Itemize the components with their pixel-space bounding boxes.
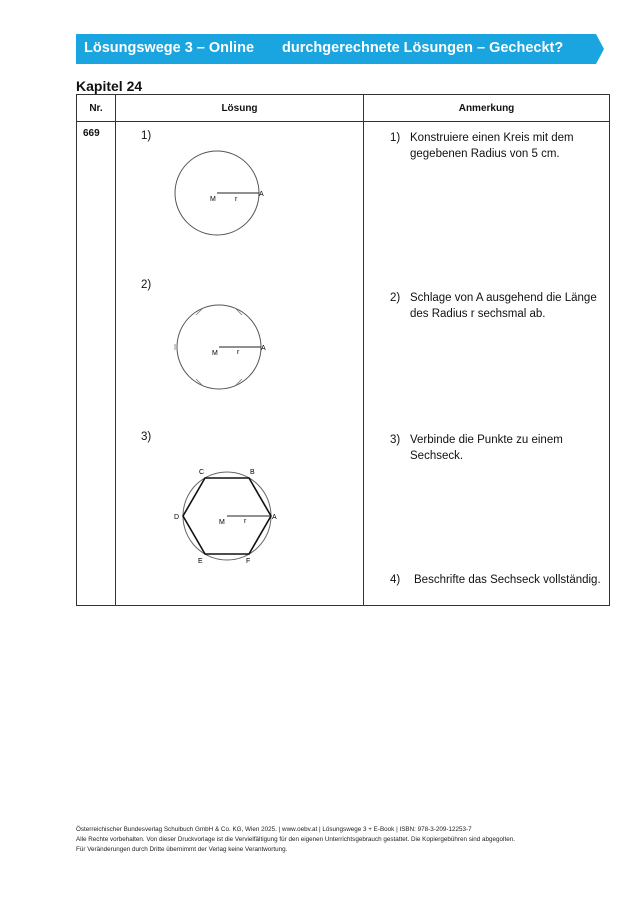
- remark-4-text: Beschrifte das Sechseck vollständig.: [414, 574, 601, 586]
- remark-2-number: 2): [390, 292, 401, 304]
- header-banner: [76, 34, 604, 64]
- remark-1-number: 1): [390, 132, 401, 144]
- remarks-cell: [364, 122, 610, 606]
- remark-3-number: 3): [390, 434, 401, 446]
- solution-cell: [116, 122, 364, 606]
- label-f: F: [246, 558, 251, 565]
- table-header-row: [77, 95, 610, 122]
- page-footer: [76, 825, 515, 855]
- step-1-circle-figure: [172, 148, 272, 238]
- column-header-loesung: Lösung: [116, 95, 364, 122]
- step-2-label: 2): [141, 279, 152, 291]
- table-row: [77, 122, 610, 606]
- solution-table: [76, 94, 610, 606]
- label-a: A: [272, 514, 277, 521]
- label-a: A: [261, 345, 266, 352]
- column-header-anmerkung: Anmerkung: [364, 95, 610, 122]
- footer-line-3: Für Veränderungen durch Dritte übernimmt der Verlag keine Verantwortung.: [76, 846, 288, 853]
- exercise-number: 669: [77, 122, 116, 606]
- chapter-title: Kapitel 24: [76, 78, 143, 94]
- label-d: D: [174, 514, 180, 521]
- label-a: A: [259, 191, 264, 198]
- label-m: M: [210, 196, 216, 203]
- label-r: r: [235, 196, 238, 203]
- step-3-label: 3): [141, 431, 152, 443]
- label-e: E: [198, 558, 203, 565]
- step-3-hexagon-figure: [172, 462, 282, 572]
- remark-3-text: Verbinde die Punkte zu einem Sechseck.: [410, 434, 563, 462]
- remark-4-number: 4): [390, 574, 401, 586]
- header-subtitle: durchgerechnete Lösungen – Gecheckt?: [282, 40, 564, 56]
- step-2-circle-figure: [174, 302, 274, 392]
- remark-1-text: Konstruiere einen Kreis mit dem gegebenen Radius von 5 cm.: [410, 132, 574, 160]
- label-r: r: [244, 518, 247, 525]
- label-c: C: [199, 469, 205, 476]
- footer-line-1: Österreichischer Bundesverlag Schulbuch GmbH & Co. KG, Wien 2025. | www.oebv.at | Lösungswege 3 + E-Book | ISBN: 978-3-209-12253-7: [76, 826, 472, 833]
- remark-2-text: Schlage von A ausgehend die Länge des Radius r sechsmal ab.: [410, 292, 597, 320]
- label-m: M: [212, 350, 218, 357]
- label-m: M: [219, 519, 225, 526]
- column-header-nr: Nr.: [77, 95, 116, 122]
- header-title: Lösungswege 3 – Online: [84, 40, 255, 56]
- footer-line-2: Alle Rechte vorbehalten. Von dieser Druckvorlage ist die Vervielfältigung für den eigenen Unterrichtsgebrauch gestattet. Die Kopiergebühren sind abgegolten.: [76, 836, 515, 843]
- label-b: B: [250, 469, 255, 476]
- label-r: r: [237, 349, 240, 356]
- step-1-label: 1): [141, 130, 152, 142]
